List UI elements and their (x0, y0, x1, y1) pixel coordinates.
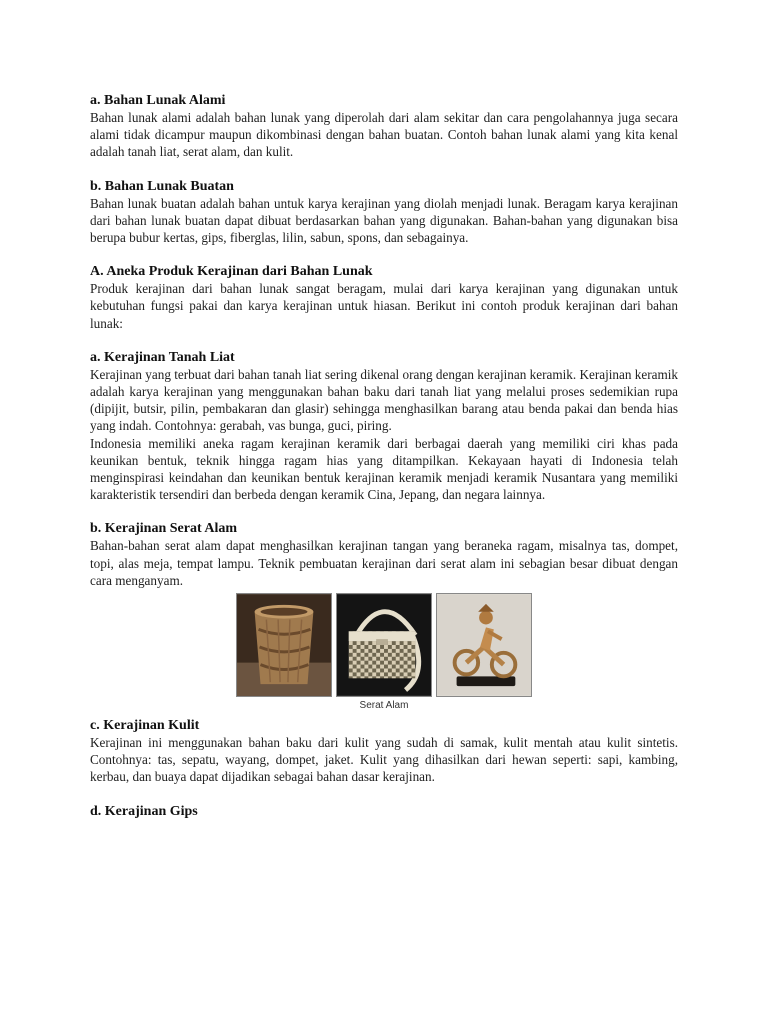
section-bahan-lunak-buatan (90, 178, 678, 247)
section-aneka-produk (90, 263, 678, 332)
section-body: Kerajinan ini menggunakan bahan baku dari kulit yang sudah di samak, kulit mentah atau kulit sintetis. Contohnya: tas, sepatu, wayang, dompet, jaket. Kulit yang dihasilkan dari hewan seperti: sapi, kambing, kerbau, dan buaya dapat dijadikan sebagai bahan dasar kerajinan. (90, 735, 678, 785)
section-heading: a. Bahan Lunak Alami (90, 93, 226, 108)
section-body-2: Indonesia memiliki aneka ragam kerajinan keramik dari berbagai daerah yang memiliki ciri khas pada keunikan bentuk, teknik hingga ragam hias yang ditampilkan. Kekayaan hayati di Indonesia telah menginspirasi keindahan dan keunikan bentuk kerajinan keramik menjadi keramik Nusantara yang memiliki karakteristik tersendiri dan berbeda dengan keramik Cina, Jepang, dan negara lainnya. (90, 435, 678, 503)
section-heading: b. Bahan Lunak Buatan (90, 178, 234, 194)
section-kerajinan-gips (90, 803, 678, 820)
section-heading: c. Kerajinan Kulit (90, 718, 200, 734)
section-heading: d. Kerajinan Gips (90, 803, 198, 819)
section-kerajinan-tanah-liat (90, 349, 678, 504)
section-bahan-lunak-alami (90, 92, 678, 161)
serat-alam-figure (236, 593, 532, 711)
section-kerajinan-kulit (90, 717, 678, 786)
section-body: Bahan lunak alami adalah bahan lunak yang diperolah dari alam sekitar dan cara pengolahannya juga secara alami tidak dicampur maupun dikombinasi dengan bahan buatan. Contoh bahan lunak alami yang kita kenal adalah tanah liat, serat alam, dan kulit. (90, 110, 678, 160)
section-body: Kerajinan yang terbuat dari bahan tanah liat sering dikenal orang dengan kerajinan keramik. Kerajinan keramik adalah karya kerajinan yang menggunakan bahan baku dari tanah liat yang melalui proses sedemikian rupa (dipijit, butsir, pilin, pembakaran dan glasir) sehingga menghasilkan barang atau benda pakai dan benda hias yang indah. Contohnya: gerabah, vas bunga, guci, piring. (90, 366, 678, 434)
photo-row (236, 593, 532, 697)
photo-checkered-bag (336, 593, 432, 697)
section-body: Bahan lunak buatan adalah bahan untuk karya kerajinan yang diolah menjadi lunak. Beragam karya kerajinan dari bahan lunak buatan dapat dibuat berdasarkan bahan yang digunakan. Bahan-bahan yang digunakan bisa berupa bubur kertas, gips, fiberglas, lilin, sabun, spons, dan sebagainya. (90, 195, 678, 246)
section-heading: A. Aneka Produk Kerajinan dari Bahan Lunak (90, 264, 373, 280)
photo-fiber-sculpture (436, 593, 532, 697)
section-heading: a. Kerajinan Tanah Liat (90, 349, 235, 365)
photo-woven-basket (236, 593, 332, 697)
section-heading: b. Kerajinan Serat Alam (90, 521, 237, 537)
woven-basket-image (237, 594, 331, 696)
section-body: Bahan-bahan serat alam dapat menghasilkan kerajinan tangan yang beraneka ragam, misalnya tas, dompet, topi, alas meja, tempat lampu. Teknik pembuatan kerajinan dari serat alam ini sebagian besar dibuat dengan cara menganyam. (90, 538, 678, 588)
figure-caption: Serat Alam (359, 700, 409, 712)
fiber-sculpture-image (437, 594, 531, 696)
section-body: Produk kerajinan dari bahan lunak sangat beragam, mulai dari karya kerajinan yang digunakan untuk kebutuhan fungsi pakai dan karya kerajinan untuk hiasan. Berikut ini contoh produk kerajinan dari bahan lunak: (90, 281, 678, 331)
section-kerajinan-serat-alam (90, 520, 678, 589)
checkered-bag-image (337, 594, 431, 696)
